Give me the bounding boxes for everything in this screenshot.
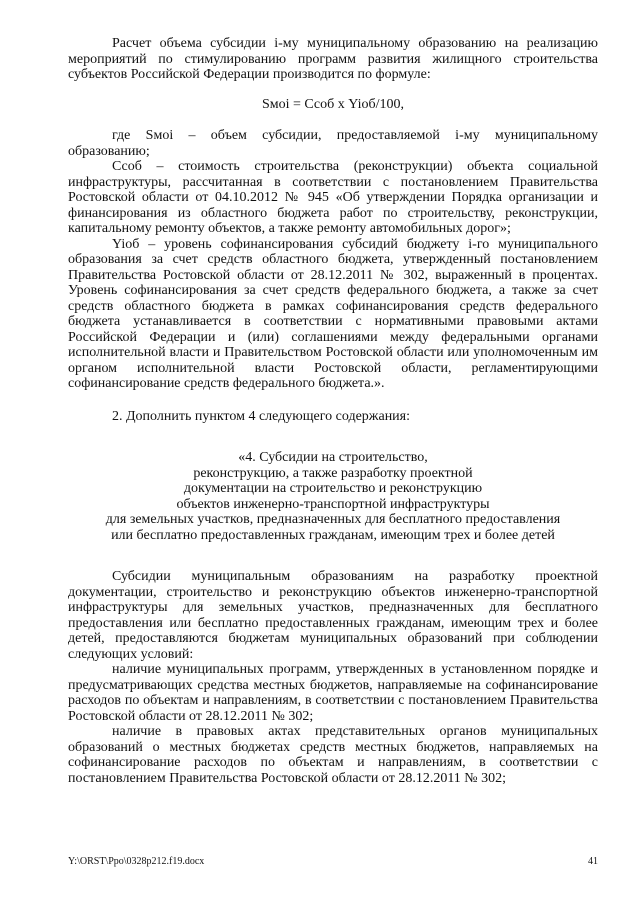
paragraph-intro: Расчет объема субсидии i-му муниципальному образованию на реализацию мероприятий по стимулированию программ развития жилищного строительства субъектов Российской Федерации производится по формуле:: [68, 36, 598, 82]
heading-line: для земельных участков, предназначенных для бесплатного предоставления: [105, 512, 561, 527]
heading-line: или бесплатно предоставленных гражданам, имеющим трех и более детей: [111, 527, 555, 543]
paragraph-subsidies: Субсидии муниципальным образованиям на разработку проектной документации, строительство и реконструкцию объектов инженерно-транспортной инфраструктуры для земельных участков, предназначенных для бесплатного предоставления или бесплатно предоставленных гражданам, имеющим трех и более детей, предоставляются бюджетам муниципальных образований при соблюдении следующих условий:: [68, 569, 598, 662]
paragraph-definition-c: Ссоб – стоимость строительства (реконструкции) объекта социальной инфраструктуры, рассчитанная в соответствии с постановлением Правительства Ростовской области от 04.10.2012 № 945 «Об утверждении Порядка организации и финансирования из областного бюджета работ по строительству, реконструкции, капитальному ремонту объектов, а также ремонту автомобильных дорог»;: [68, 159, 598, 236]
document-page: [68, 36, 598, 786]
paragraph-definition-y: Yioб – уровень софинансирования субсидий бюджету i-го муниципального образования за счет средств областного бюджета, утвержденный постановлением Правительства Ростовской области от 28.12.2011 № 302, выраженный в процентах. Уровень софинансирования за счет средств федерального бюджета, а также за счет средств областного бюджета в рамках софинансирования средств федерального бюджета устанавливается в соответствии с нормативными правовыми актами Российской Федерации и (или) соглашениями между федеральными органами исполнительной власти и Правительством Ростовской области или уполномоченным им органом исполнительной власти Ростовской области, регламентирующими софинансирование средств федерального бюджета.».: [68, 236, 598, 391]
footer-file-path: Y:\ORST\Ppo\0328p212.f19.docx: [68, 856, 205, 867]
paragraph-condition-2: наличие в правовых актах представительных органов муниципальных образований о местных бюджетах средств местных бюджетов, направляемых на софинансирование расходов по объектам и направлениям, в соответствии с постановлением Правительства Ростовской области от 28.12.2011 № 302;: [68, 724, 598, 786]
heading-line: реконструкцию, а также разработку проектной: [193, 465, 473, 481]
paragraph-item-2: 2. Дополнить пунктом 4 следующего содержания:: [112, 408, 411, 424]
paragraph-condition-1: наличие муниципальных программ, утвержденных в установленном порядке и предусматривающих средства местных бюджетов, направляемые на софинансирование расходов по объектам и направлениям, в соответствии с постановлением Правительства Ростовской области от 28.12.2011 № 302;: [68, 662, 598, 724]
heading-line: «4. Субсидии на строительство,: [238, 450, 428, 465]
page-footer: [68, 856, 598, 867]
formula: Sмоi = Ссоб х Yioб/100,: [261, 96, 405, 112]
page-number: 41: [588, 856, 598, 867]
heading-line: документации на строительство и реконструкцию: [183, 481, 483, 496]
section-heading: [68, 450, 598, 543]
paragraph-definition-s: где Sмоi – объем субсидии, предоставляемой i-му муниципальному образованию;: [68, 128, 598, 159]
heading-line: объектов инженерно-транспортной инфраструктуры: [176, 496, 490, 512]
